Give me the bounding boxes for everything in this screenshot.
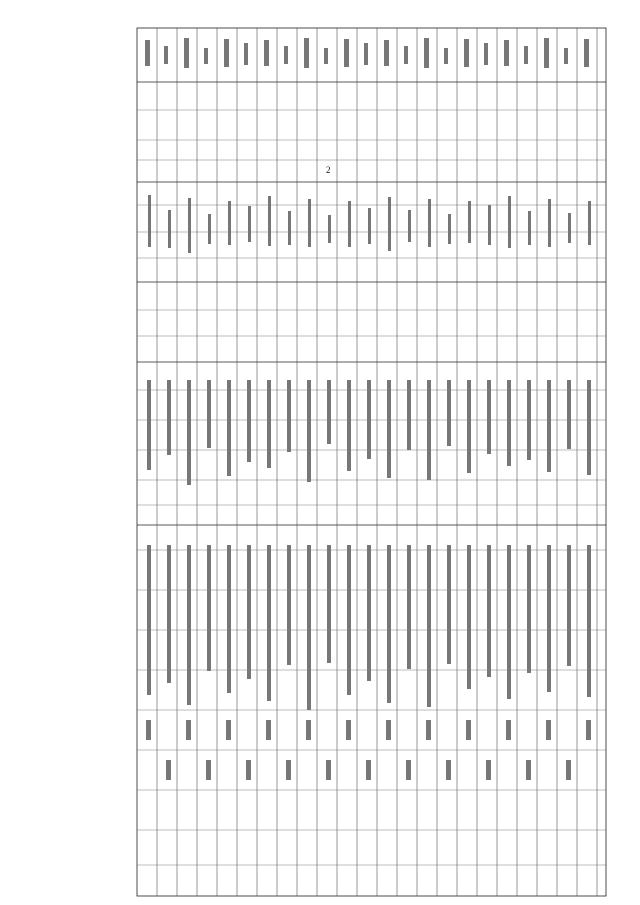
compressed-text-marks	[145, 38, 591, 780]
row-lines	[137, 110, 606, 865]
page-number: 2	[326, 165, 331, 175]
